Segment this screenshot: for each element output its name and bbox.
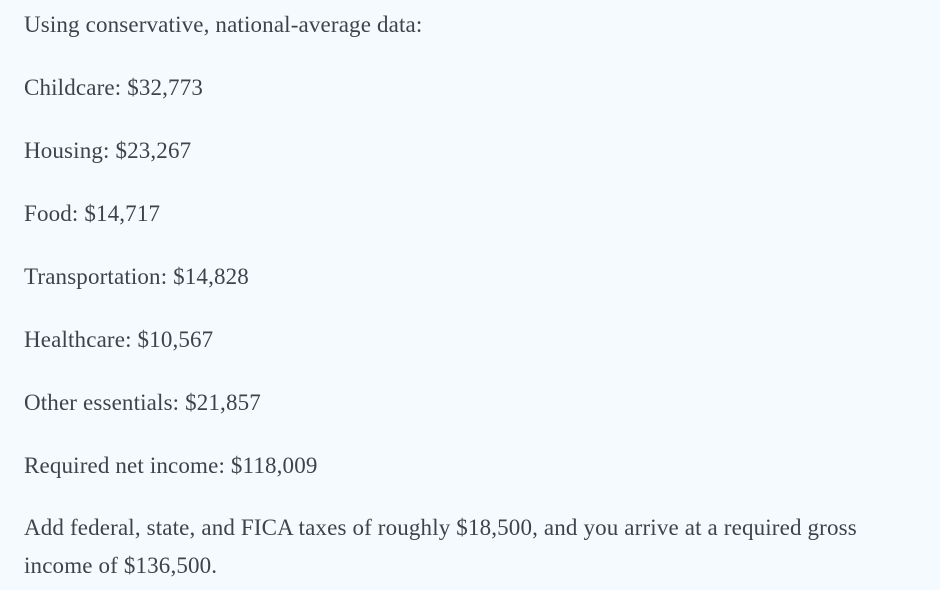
expense-item-housing: Housing: $23,267 — [24, 138, 192, 163]
expense-item-other-essentials: Other essentials: $21,857 — [24, 390, 261, 415]
expense-item-food: Food: $14,717 — [24, 201, 161, 226]
required-net-income: Required net income: $118,009 — [24, 453, 318, 478]
conclusion-text: Add federal, state, and FICA taxes of roughly $18,500, and you arrive at a required gross income of $136,500. — [24, 515, 857, 578]
expense-item-healthcare: Healthcare: $10,567 — [24, 327, 214, 352]
intro-text: Using conservative, national-average data: — [24, 12, 423, 37]
expense-item-transportation: Transportation: $14,828 — [24, 264, 249, 289]
expense-item-childcare: Childcare: $32,773 — [24, 75, 203, 100]
